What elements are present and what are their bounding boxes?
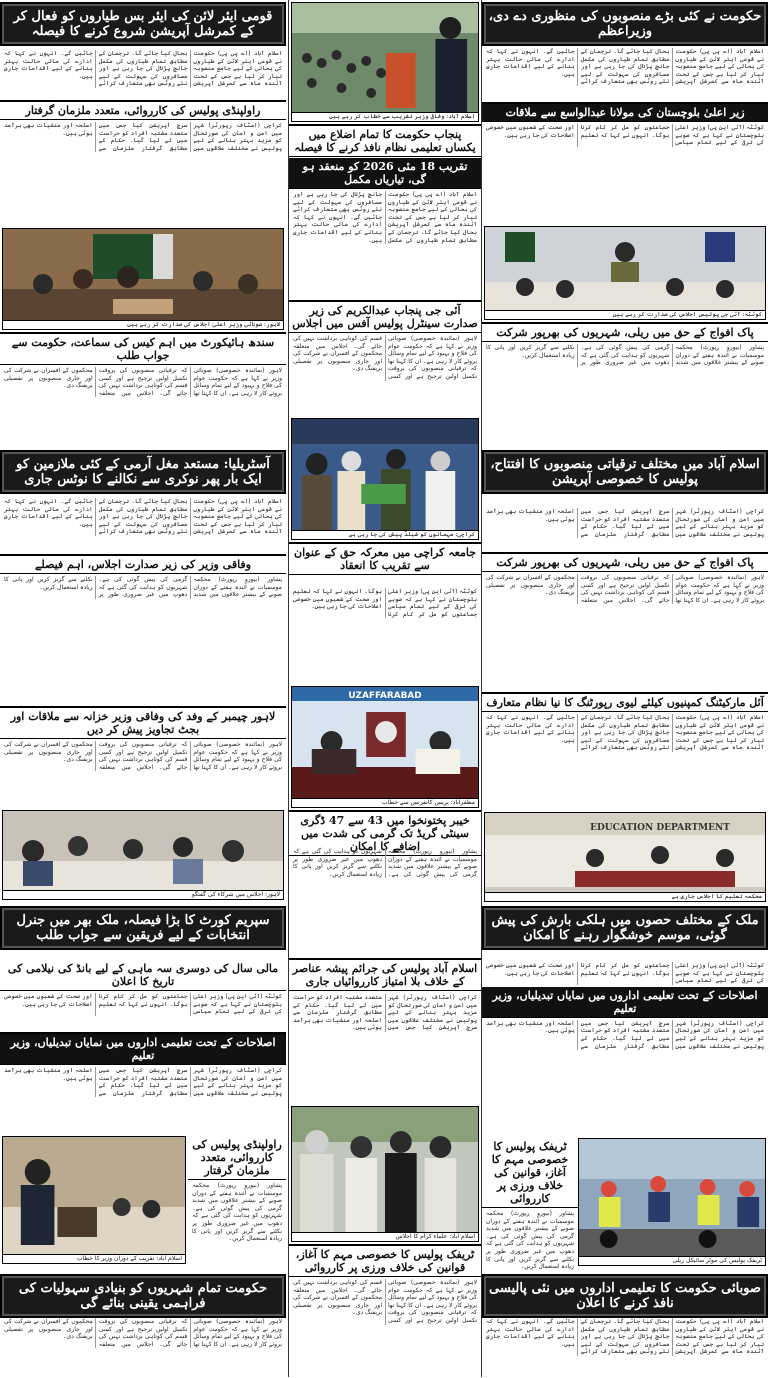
photo-police-meeting [484,226,766,320]
photo-caption: محکمہ تعلیم کا اجلاس جاری ہے [485,892,765,901]
story-headline: اسلام آباد پولیس کی جرائم پیشہ عناصر کے خلاف بلا امتیاز کارروائیاں جاری [289,960,481,991]
photo-meeting-2 [2,810,284,900]
story-left-7 [0,960,286,1030]
story-headline: پاک افواج کے حق میں ریلی، شہریوں کی بھرپور شرکت [482,324,768,342]
department-sign-text: EDUCATION DEPARTMENT [590,823,730,833]
story-headline: زیر اعلیٰ بلوچستان کی مولانا عبدالواسع سے ملاقات [482,104,768,122]
story-right-7 [482,960,768,1136]
story-text: اسلام آباد (اے پی پی) حکومت نے قومی ایئر لائن کے طیاروں کی بحالی کے لیے جامع منصوبہ تیار کر لیا ہے جس کے تحت آئندہ ماہ سے کمرشل آپریشن بحال کیا جائے گا۔ ترجمان کے مطابق تمام طیاروں کی مکمل جانچ پڑتال کی جا رہی ہے اور مسافروں کی سہولت کے لیے نئے روٹس بھی متعارف کرائے جائیں گے۔ انہوں نے کہا کہ ادارے کی مالی حالت بہتر بنانے کے لیے اقدامات جاری ہیں۔ [4,50,282,88]
story-left-4 [0,496,286,550]
story-right-6 [482,692,768,810]
photo-rally [291,2,479,122]
banner-bottom-left [0,1274,286,1314]
story-text: کراچی (اسٹاف رپورٹر) شہر میں امن و امان کی صورتحال کو مزید بہتر بنانے کے لیے پولیس نے مختلف علاقوں میں سرچ آپریشن کیا جس میں متعدد مشتبہ افراد کو حراست میں لے لیا گیا۔ حکام کے مطابق گرفتار ملزمان سے اسلحہ اور منشیات بھی برآمد ہوئی ہیں۔ [4,122,282,152]
story-left-6 [0,706,286,808]
story-text: پشاور (بیورو رپورٹ) محکمہ موسمیات نے آئندہ ہفتے کے دوران صوبے کے بیشتر علاقوں میں شدید گرمی کی پیش گوئی کی ہے۔ شہریوں کو ہدایت کی گئی ہے کہ دھوپ میں غیر ضروری طور پر نکلنے سے گریز کریں اور پانی کا زیادہ استعمال کریں۔ [486,1210,574,1271]
story-center-1 [289,124,481,158]
photo-speech [2,1136,186,1264]
story-text: کراچی (اسٹاف رپورٹر) شہر میں امن و امان کی صورتحال کو مزید بہتر بنانے کے لیے پولیس نے مختلف علاقوں میں سرچ آپریشن کیا جس میں متعدد مشتبہ افراد کو حراست میں لے لیا گیا۔ حکام کے مطابق گرفتار ملزمان سے اسلحہ اور منشیات بھی برآمد ہوئی ہیں۔ [4,1067,282,1097]
story-headline: مالی سال کی دوسری سہ ماہی کے لیے بانڈ کی نیلامی کی تاریخ کا اعلان [0,960,286,991]
story-left-10 [0,1316,286,1376]
story-center-3 [289,300,481,416]
photo-caption: لاہور: صوبائی وزیر اعلیٰ اجلاس کی صدارت کر رہے ہیں [3,320,283,329]
story-text: اسلام آباد (اے پی پی) حکومت نے قومی ایئر لائن کے طیاروں کی بحالی کے لیے جامع منصوبہ تیار کر لیا ہے جس کے تحت آئندہ ماہ سے کمرشل آپریشن بحال کیا جائے گا۔ ترجمان کے مطابق تمام طیاروں کی مکمل جانچ پڑتال کی جا رہی ہے اور مسافروں کی سہولت کے لیے نئے روٹس بھی متعارف کرائے جائیں گے۔ انہوں نے کہا کہ ادارے کی مالی حالت بہتر بنانے کے لیے اقدامات جاری ہیں۔ [486,1318,764,1356]
story-right-3 [482,322,768,448]
story-left-9 [188,1136,286,1262]
left-column [0,0,286,1377]
photo-meeting-1 [2,228,284,330]
right-column [482,0,768,1377]
story-right-2 [482,102,768,224]
story-headline: پنجاب حکومت کا تمام اضلاع میں یکساں تعلیمی نظام نافذ کرنے کا فیصلہ [289,126,481,157]
story-center-5 [289,586,481,682]
banner-mid-right [482,450,768,502]
photo-education-department [484,812,766,902]
photo-caption: اسلام آباد: وفاقی وزیر تقریب سے خطاب کر رہے ہیں [292,112,478,121]
story-text: کراچی (اسٹاف رپورٹر) شہر میں امن و امان کی صورتحال کو مزید بہتر بنانے کے لیے پولیس نے مختلف علاقوں میں سرچ آپریشن کیا جس میں متعدد مشتبہ افراد کو حراست میں لے لیا گیا۔ حکام کے مطابق گرفتار ملزمان سے اسلحہ اور منشیات بھی برآمد ہوئی ہیں۔ [293,994,477,1032]
story-center-8 [289,958,481,992]
story-text: کوئٹہ (آئی این پی) وزیر اعلیٰ بلوچستان نے کہا ہے کہ صوبے کی ترقی کے لیے تمام سیاسی جماعتوں کو مل کر کام کرنا ہوگا۔ انہوں نے کہا کہ تعلیم اور صحت کے شعبوں میں خصوصی اصلاحات کی جا رہی ہیں۔ [486,962,764,985]
photo-caption: اسلام آباد: علماء کرام کا اجلاس [292,1232,478,1241]
story-text: اسلام آباد (اے پی پی) حکومت نے قومی ایئر لائن کے طیاروں کی بحالی کے لیے جامع منصوبہ تیار کر لیا ہے جس کے تحت آئندہ ماہ سے کمرشل آپریشن بحال کیا جائے گا۔ ترجمان کے مطابق تمام طیاروں کی مکمل جانچ پڑتال کی جا رہی ہے اور مسافروں کی سہولت کے لیے نئے روٹس بھی متعارف کرائے جائیں گے۔ انہوں نے کہا کہ ادارے کی مالی حالت بہتر بنانے کے لیے اقدامات جاری ہیں۔ [293,191,477,244]
story-headline: پاک افواج کے حق میں ریلی، شہریوں کی بھرپور شرکت [482,554,768,572]
story-text: لاہور (نمائندہ خصوصی) صوبائی وزیر نے کہا ہے کہ حکومت عوام کی فلاح و بہبود کے لیے تمام وسائل بروئے کار لا رہی ہے۔ ان کا کہنا تھا کہ ترقیاتی منصوبوں کی بروقت تکمیل اولین ترجیح ہے اور کسی قسم کی کوتاہی برداشت نہیں کی جائے گی۔ اجلاس میں متعلقہ محکموں کے افسران نے شرکت کی اور جاری منصوبوں پر تفصیلی بریفنگ دی۔ [4,367,282,397]
photo-traffic-rally [578,1138,766,1266]
photo-caption: کراچی: مہمانوں کو شیلڈ پیش کی جا رہی ہے [292,530,478,539]
story-text: کوئٹہ (آئی این پی) وزیر اعلیٰ بلوچستان نے کہا ہے کہ صوبے کی ترقی کے لیے تمام سیاسی جماعتوں کو مل کر کام کرنا ہوگا۔ انہوں نے کہا کہ تعلیم اور صحت کے شعبوں میں خصوصی اصلاحات کی جا رہی ہیں۔ [486,124,764,147]
story-headline: خیبر پختونخوا میں 43 سے 47 ڈگری سینٹی گریڈ تک گرمی کی شدت میں اضافے کا امکان [289,812,481,856]
photo-caption: ٹریفک پولیس کی موٹر سائیکل ریلی [579,1256,765,1265]
story-text: لاہور (نمائندہ خصوصی) صوبائی وزیر نے کہا ہے کہ حکومت عوام کی فلاح و بہبود کے لیے تمام وسائل بروئے کار لا رہی ہے۔ ان کا کہنا تھا کہ ترقیاتی منصوبوں کی بروقت تکمیل اولین ترجیح ہے اور کسی قسم کی کوتاہی برداشت نہیں کی جائے گی۔ اجلاس میں متعلقہ محکموں کے افسران نے شرکت کی اور جاری منصوبوں پر تفصیلی بریفنگ دی۔ [4,1318,282,1348]
story-text: کوئٹہ (آئی این پی) وزیر اعلیٰ بلوچستان نے کہا ہے کہ صوبے کی ترقی کے لیے تمام سیاسی جماعتوں کو مل کر کام کرنا ہوگا۔ انہوں نے کہا کہ تعلیم اور صحت کے شعبوں میں خصوصی اصلاحات کی جا رہی ہیں۔ [293,588,477,618]
story-text: کراچی (اسٹاف رپورٹر) شہر میں امن و امان کی صورتحال کو مزید بہتر بنانے کے لیے پولیس نے مختلف علاقوں میں سرچ آپریشن کیا جس میں متعدد مشتبہ افراد کو حراست میں لے لیا گیا۔ حکام کے مطابق گرفتار ملزمان سے اسلحہ اور منشیات بھی برآمد ہوئی ہیں۔ [486,508,764,538]
banner-lower-left [0,906,286,958]
banner-headline: قومی ایئر لائن کی ایئر بس طیاروں کو فعال کر کے کمرشل آپریشن شروع کرنے کا فیصلہ [0,2,286,46]
story-headline: راولپنڈی پولیس کی کارروائی، متعدد ملزمان گرفتار [188,1136,286,1180]
story-center-10 [289,1244,481,1378]
story-text: اسلام آباد (اے پی پی) حکومت نے قومی ایئر لائن کے طیاروں کی بحالی کے لیے جامع منصوبہ تیار کر لیا ہے جس کے تحت آئندہ ماہ سے کمرشل آپریشن بحال کیا جائے گا۔ ترجمان کے مطابق تمام طیاروں کی مکمل جانچ پڑتال کی جا رہی ہے اور مسافروں کی سہولت کے لیے نئے روٹس بھی متعارف کرائے جائیں گے۔ انہوں نے کہا کہ ادارے کی مالی حالت بہتر بنانے کے لیے اقدامات جاری ہیں۔ [4,498,282,536]
photo-clerics [291,1106,479,1242]
banner-headline: صوبائی حکومت کا تعلیمی اداروں میں نئی پالیسی نافذ کرنے کا اعلان [482,1274,768,1318]
story-text: کوئٹہ (آئی این پی) وزیر اعلیٰ بلوچستان نے کہا ہے کہ صوبے کی ترقی کے لیے تمام سیاسی جماعتوں کو مل کر کام کرنا ہوگا۔ انہوں نے کہا کہ تعلیم اور صحت کے شعبوں میں خصوصی اصلاحات کی جا رہی ہیں۔ [4,993,282,1016]
banner-top-right [482,2,768,44]
story-left-8 [0,1032,286,1134]
photo-caption: کوئٹہ: آئی جی پولیس اجلاس کی صدارت کر رہے ہیں [485,310,765,319]
story-text: لاہور (نمائندہ خصوصی) صوبائی وزیر نے کہا ہے کہ حکومت عوام کی فلاح و بہبود کے لیے تمام وسائل بروئے کار لا رہی ہے۔ ان کا کہنا تھا کہ ترقیاتی منصوبوں کی بروقت تکمیل اولین ترجیح ہے اور کسی قسم کی کوتاہی برداشت نہیں کی جائے گی۔ اجلاس میں متعلقہ محکموں کے افسران نے شرکت کی اور جاری منصوبوں پر تفصیلی بریفنگ دی۔ [293,1279,477,1324]
story-left-2 [0,100,286,228]
banner-sign-text: UZAFFARABAD [348,690,422,702]
photo-caption: لاہور: اجلاس میں شرکاء کی گفتگو [3,890,283,899]
story-headline: وفاقی وزیر کی زیر صدارت اجلاس، اہم فیصلے [0,556,286,574]
banner-mid-left [0,450,286,492]
banner-bottom-right [482,1274,768,1314]
story-left-3 [0,332,286,446]
story-headline: لاہور چیمبر کے وفد کی وفاقی وزیر خزانہ سے ملاقات اور بجٹ تجاویز پیش کر دیں [0,708,286,739]
story-headline: تقریب 18 مئی 2026 کو منعقد ہو گی، تیاریاں مکمل [289,158,481,189]
story-text: اسلام آباد (اے پی پی) حکومت نے قومی ایئر لائن کے طیاروں کی بحالی کے لیے جامع منصوبہ تیار کر لیا ہے جس کے تحت آئندہ ماہ سے کمرشل آپریشن بحال کیا جائے گا۔ ترجمان کے مطابق تمام طیاروں کی مکمل جانچ پڑتال کی جا رہی ہے اور مسافروں کی سہولت کے لیے نئے روٹس بھی متعارف کرائے جائیں گے۔ انہوں نے کہا کہ ادارے کی مالی حالت بہتر بنانے کے لیے اقدامات جاری ہیں۔ [486,714,764,752]
photo-press-conference [291,686,479,808]
story-headline: راولپنڈی پولیس کی کارروائی، متعدد ملزمان گرفتار [0,102,286,120]
story-right-9 [482,1316,768,1376]
story-right-1 [482,46,768,100]
banner-headline: سپریم کورٹ کا بڑا فیصلہ، ملک بھر میں جنرل انتخابات کے لیے فریقین سے جواب طلب [0,906,286,950]
story-text: لاہور (نمائندہ خصوصی) صوبائی وزیر نے کہا ہے کہ حکومت عوام کی فلاح و بہبود کے لیے تمام وسائل بروئے کار لا رہی ہے۔ ان کا کہنا تھا کہ ترقیاتی منصوبوں کی بروقت تکمیل اولین ترجیح ہے اور کسی قسم کی کوتاہی برداشت نہیں کی جائے گی۔ اجلاس میں متعلقہ محکموں کے افسران نے شرکت کی اور جاری منصوبوں پر تفصیلی بریفنگ دی۔ [486,574,764,604]
banner-top-left [0,2,286,44]
story-right-5 [482,552,768,692]
story-text: لاہور (نمائندہ خصوصی) صوبائی وزیر نے کہا ہے کہ حکومت عوام کی فلاح و بہبود کے لیے تمام وسائل بروئے کار لا رہی ہے۔ ان کا کہنا تھا کہ ترقیاتی منصوبوں کی بروقت تکمیل اولین ترجیح ہے اور کسی قسم کی کوتاہی برداشت نہیں کی جائے گی۔ اجلاس میں متعلقہ محکموں کے افسران نے شرکت کی اور جاری منصوبوں پر تفصیلی بریفنگ دی۔ [4,741,282,771]
story-headline: ٹریفک پولیس کا خصوصی مہم کا آغاز، قوانین کی خلاف ورزی پر کارروائی [289,1246,481,1277]
story-text: پشاور (بیورو رپورٹ) محکمہ موسمیات نے آئندہ ہفتے کے دوران صوبے کے بیشتر علاقوں میں شدید گرمی کی پیش گوئی کی ہے۔ شہریوں کو ہدایت کی گئی ہے کہ دھوپ میں غیر ضروری طور پر نکلنے سے گریز کریں اور پانی کا زیادہ استعمال کریں۔ [4,576,282,599]
story-center-6 [289,810,481,853]
banner-lower-right [482,906,768,958]
story-headline: ٹریفک پولیس کا خصوصی مہم کا آغاز، قوانین کی خلاف ورزی پر کارروائی [482,1138,578,1208]
story-headline: اصلاحات کے تحت تعلیمی اداروں میں نمایاں تبدیلیاں، وزیر تعلیم [0,1034,286,1065]
banner-headline: آسٹریلیا: مستعد مغل آرمی کے کئی ملازمین کو ایک بار پھر نوکری سے نکالنے کا نوٹس جاری [0,450,286,494]
story-left-1 [0,48,286,98]
photo-caption: اسلام آباد: تقریب کے دوران وزیر کا خطاب [3,1254,185,1263]
story-text: پشاور (بیورو رپورٹ) محکمہ موسمیات نے آئندہ ہفتے کے دوران صوبے کے بیشتر علاقوں میں شدید گرمی کی پیش گوئی کی ہے۔ شہریوں کو ہدایت کی گئی ہے کہ دھوپ میں غیر ضروری طور پر نکلنے سے گریز کریں اور پانی کا زیادہ استعمال کریں۔ [293,848,477,878]
story-text: اسلام آباد (اے پی پی) حکومت نے قومی ایئر لائن کے طیاروں کی بحالی کے لیے جامع منصوبہ تیار کر لیا ہے جس کے تحت آئندہ ماہ سے کمرشل آپریشن بحال کیا جائے گا۔ ترجمان کے مطابق تمام طیاروں کی مکمل جانچ پڑتال کی جا رہی ہے اور مسافروں کی سہولت کے لیے نئے روٹس بھی متعارف کرائے جائیں گے۔ انہوں نے کہا کہ ادارے کی مالی حالت بہتر بنانے کے لیے اقدامات جاری ہیں۔ [486,48,764,86]
banner-headline: ملک کے مختلف حصوں میں ہلکی بارش کی پیش گوئی، موسم خوشگوار رہنے کا امکان [482,906,768,950]
story-headline: سندھ ہائیکورٹ میں اہم کیس کی سماعت، حکومت سے جواب طلب [0,334,286,365]
banner-headline: حکومت تمام شہریوں کو بنیادی سہولیات کی فراہمی یقینی بنائے گی [0,1274,286,1318]
photo-caption: مظفرآباد: پریس کانفرنس سے خطاب [292,798,478,807]
story-text: پشاور (بیورو رپورٹ) محکمہ موسمیات نے آئندہ ہفتے کے دوران صوبے کے بیشتر علاقوں میں شدید گرمی کی پیش گوئی کی ہے۔ شہریوں کو ہدایت کی گئی ہے کہ دھوپ میں غیر ضروری طور پر نکلنے سے گریز کریں اور پانی کا زیادہ استعمال کریں۔ [486,344,764,367]
story-text: پشاور (بیورو رپورٹ) محکمہ موسمیات نے آئندہ ہفتے کے دوران صوبے کے بیشتر علاقوں میں شدید گرمی کی پیش گوئی کی ہے۔ شہریوں کو ہدایت کی گئی ہے کہ دھوپ میں غیر ضروری طور پر نکلنے سے گریز کریں اور پانی کا زیادہ استعمال کریں۔ [192,1182,282,1243]
photo-shield [291,418,479,540]
story-center-2 [289,158,481,298]
story-center-4 [289,542,481,586]
story-center-7 [289,846,481,944]
center-column [288,0,482,1377]
story-headline: اصلاحات کے تحت تعلیمی اداروں میں نمایاں تبدیلیاں، وزیر تعلیم [482,987,768,1018]
story-headline: جامعہ کراچی میں معرکہ حق کے عنوان سے تقریب کا انعقاد [289,544,481,575]
story-text: کراچی (اسٹاف رپورٹر) شہر میں امن و امان کی صورتحال کو مزید بہتر بنانے کے لیے پولیس نے مختلف علاقوں میں سرچ آپریشن کیا جس میں متعدد مشتبہ افراد کو حراست میں لے لیا گیا۔ حکام کے مطابق گرفتار ملزمان سے اسلحہ اور منشیات بھی برآمد ہوئی ہیں۔ [486,1019,764,1050]
story-right-8 [482,1138,578,1271]
story-right-4 [482,506,768,550]
story-left-5 [0,554,286,706]
story-text: لاہور (نمائندہ خصوصی) صوبائی وزیر نے کہا ہے کہ حکومت عوام کی فلاح و بہبود کے لیے تمام وسائل بروئے کار لا رہی ہے۔ ان کا کہنا تھا کہ ترقیاتی منصوبوں کی بروقت تکمیل اولین ترجیح ہے اور کسی قسم کی کوتاہی برداشت نہیں کی جائے گی۔ اجلاس میں متعلقہ محکموں کے افسران نے شرکت کی اور جاری منصوبوں پر تفصیلی بریفنگ دی۔ [293,335,477,380]
banner-headline: اسلام آباد میں مختلف ترقیاتی منصوبوں کا افتتاح، پولیس کا خصوصی آپریشن [482,450,768,494]
story-headline: آئی جی پنجاب عبدالکریم کی زیر صدارت سینٹرل پولیس آفس میں اجلاس [289,302,481,333]
story-center-9 [289,992,481,1102]
banner-headline: حکومت نے کئی بڑے منصوبوں کی منظوری دے دی، وزیراعظم [482,2,768,46]
story-headline: آئل مارکیٹنگ کمپنیوں کیلئے لیوی رپورٹنگ کا نیا نظام متعارف [482,694,768,712]
